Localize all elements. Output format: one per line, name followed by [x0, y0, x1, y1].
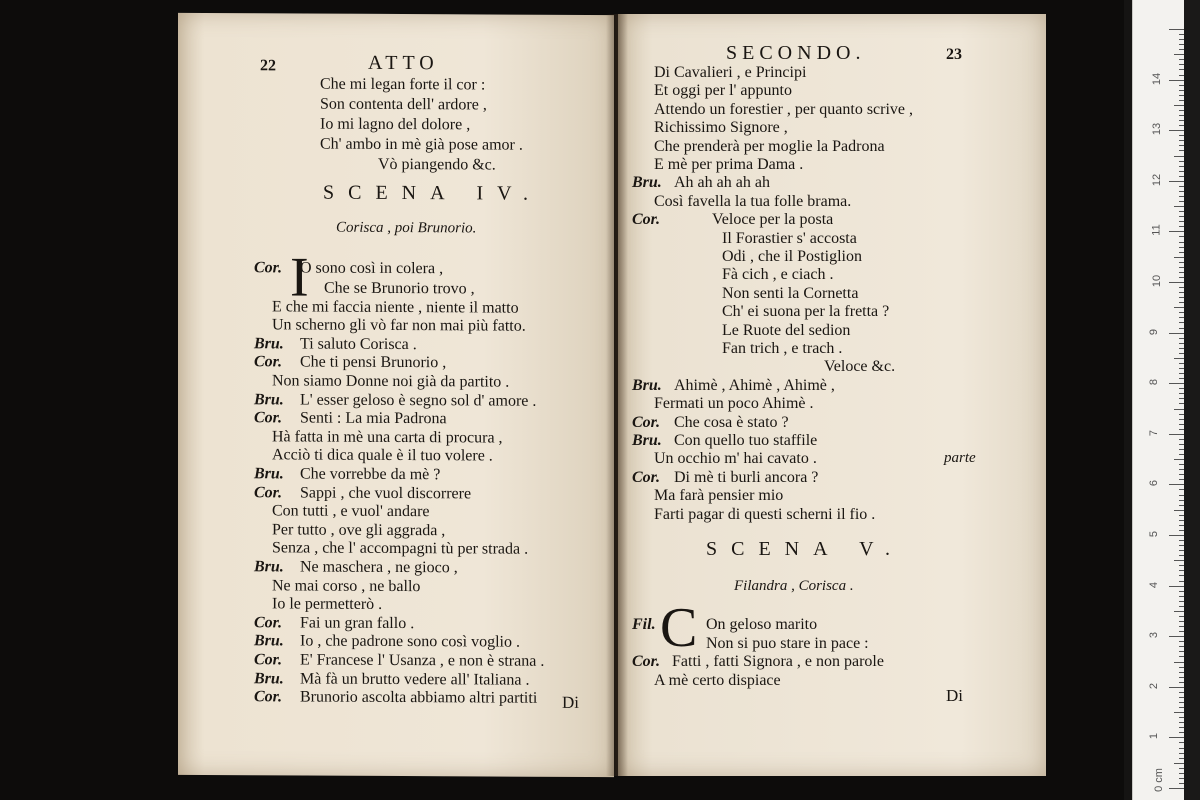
verse-text: Di mè ti burli ancora ?	[674, 468, 819, 486]
verse-text: Ti saluto Corisca .	[300, 335, 417, 353]
verse-text: Et oggi per l' appunto	[654, 82, 792, 100]
ruler-tick	[1169, 484, 1185, 485]
verse-text: Ne mai corso , ne ballo	[272, 576, 421, 595]
verse-line: Ch' ambo in mè già pose amor .	[320, 135, 523, 154]
ruler-unit-label: 0 cm	[1152, 768, 1165, 792]
right-page	[618, 14, 1046, 776]
verse-line	[254, 540, 528, 559]
verse-text: On geloso marito	[706, 616, 818, 633]
verse-line	[632, 285, 858, 303]
speaker-label: Bru.	[254, 558, 284, 576]
speaker-label: Bru.	[254, 669, 284, 688]
speaker-label: Cor.	[632, 413, 661, 431]
verse-text: Un scherno gli vò far non mai più fatto.	[272, 316, 526, 335]
verse-text: Con quello tuo staffile	[674, 432, 818, 449]
verse-text: Odi , che il Postiglion	[722, 248, 862, 265]
verse-text: Attendo un forestier , per quanto scrive ,	[654, 100, 914, 118]
verse-text: Che ti pensi Brunorio ,	[300, 353, 447, 372]
verse-line	[632, 653, 884, 671]
verse-line	[632, 432, 817, 450]
verse-line	[632, 469, 818, 487]
verse-line	[254, 577, 420, 596]
verse-text: Mà fà un brutto vedere all' Italiana .	[300, 670, 530, 689]
verse-line	[632, 266, 834, 284]
verse-text: Con tutti , e vuol' andare	[272, 502, 430, 521]
ruler-tick	[1169, 181, 1185, 182]
verse-line	[632, 174, 770, 192]
verse-text: L' esser geloso è segno sol d' amore .	[300, 391, 537, 410]
ruler-number: 11	[1150, 224, 1163, 237]
ruler-number: 2	[1148, 682, 1161, 689]
speaker-label: Cor.	[254, 409, 283, 427]
verse-text: Che cosa è stato ?	[674, 413, 789, 431]
verse-text: A mè certo dispiace	[654, 671, 781, 689]
verse-line	[632, 156, 803, 174]
verse-text: Fatti , fatti Signora , e non parole	[672, 653, 884, 671]
speaker-label: Bru.	[254, 335, 284, 353]
verse-text: Veloce &c.	[824, 358, 896, 376]
ruler-tick	[1169, 383, 1185, 384]
verse-text: E che mi faccia niente , niente il matto	[272, 297, 519, 317]
verse-text: Non senti la Cornetta	[722, 284, 859, 302]
verse-line	[254, 447, 493, 466]
verse-line: Io mi lagno del dolore ,	[320, 115, 471, 134]
left-page-number: 22	[260, 57, 276, 75]
ruler-tick	[1169, 636, 1185, 637]
ruler-tick	[1169, 80, 1185, 81]
verse-line	[254, 614, 414, 633]
verse-text: Fà cich , e ciach .	[722, 266, 834, 284]
verse-line	[632, 211, 833, 229]
verse-text: E' Francese l' Usanza , e non è strana .	[300, 651, 545, 670]
verse-line	[254, 502, 430, 521]
left-scene-heading: SCENA IV.	[323, 181, 542, 205]
speaker-label: Bru.	[632, 432, 662, 449]
verse-text: Di Cavalieri , e Principi	[654, 64, 807, 81]
ruler-number: 13	[1151, 123, 1164, 136]
speaker-label: Bru.	[254, 465, 284, 483]
ruler-number: 1	[1148, 733, 1161, 740]
speaker-label: Fil.	[632, 616, 656, 633]
verse-text: Io , che padrone sono così voglio .	[300, 632, 520, 652]
speaker-label: Bru.	[254, 390, 284, 409]
verse-line	[632, 248, 862, 266]
verse-text: Richissimo Signore ,	[654, 119, 788, 137]
ruler-tick	[1169, 535, 1185, 536]
verse-text: Non si puo stare in pace :	[706, 634, 869, 652]
verse-line	[254, 409, 447, 428]
book-gutter	[606, 14, 628, 776]
right-scene-heading: SCENA V.	[706, 538, 904, 560]
verse-text: Farti pagar di questi scherni il fio .	[654, 505, 876, 523]
left-running-head: ATTO	[368, 51, 439, 75]
ruler-number: 6	[1148, 480, 1161, 487]
verse-text: Che vorrebbe da mè ?	[300, 465, 441, 484]
verse-line	[632, 119, 788, 137]
verse-text: Acciò ti dica quale è il tuo volere .	[272, 446, 493, 465]
ruler-tick	[1169, 231, 1185, 232]
verse-text: O sono così in colera ,	[300, 259, 444, 278]
verse-line	[254, 688, 537, 707]
verse-text: Che se Brunorio trovo ,	[324, 279, 475, 298]
ruler-tick	[1169, 737, 1185, 738]
speaker-label: Cor.	[254, 353, 283, 371]
verse-text: Hà fatta in mè una carta di procura ,	[272, 428, 503, 447]
verse-line	[824, 358, 895, 376]
verse-line	[632, 414, 789, 432]
left-scene-characters: Corisca , poi Brunorio.	[336, 219, 477, 237]
verse-line	[632, 322, 850, 340]
verse-line: Vò piangendo &c.	[378, 155, 496, 174]
speaker-label: Cor.	[254, 614, 283, 632]
verse-line	[632, 101, 913, 119]
verse-line	[254, 372, 509, 391]
right-catchword: Di	[946, 686, 963, 705]
verse-text: E mè per prima Dama .	[654, 156, 804, 173]
verse-text: Ah ah ah ah ah	[674, 174, 770, 192]
verse-line	[254, 465, 440, 484]
verse-text: Ch' ei suona per la fretta ?	[722, 303, 890, 321]
verse-line	[254, 391, 536, 410]
ruler-tick	[1169, 687, 1185, 688]
verse-text: Fan trich , e trach .	[722, 340, 843, 357]
verse-line	[254, 316, 526, 335]
verse-line	[632, 193, 851, 211]
verse-line	[632, 303, 889, 321]
verse-line	[254, 484, 471, 503]
ruler-number: 9	[1148, 328, 1161, 335]
ruler-tick	[1169, 333, 1185, 334]
left-page	[178, 13, 614, 777]
verse-line	[254, 259, 443, 278]
verse-line	[632, 138, 885, 156]
speaker-label: Cor.	[254, 688, 283, 706]
speaker-label: Cor.	[254, 651, 283, 669]
verse-text: Così favella la tua folle brama.	[654, 192, 852, 210]
ruler-tick	[1169, 130, 1185, 131]
ruler-shadow	[1124, 0, 1132, 800]
speaker-label: Bru.	[632, 174, 662, 192]
verse-line	[254, 298, 519, 317]
verse-text: Ne maschera , ne gioco ,	[300, 558, 458, 577]
ruler-tick	[1169, 29, 1185, 30]
right-running-head: SECONDO.	[726, 42, 866, 64]
right-page-number: 23	[946, 46, 962, 63]
verse-text: Fai un gran fallo .	[300, 614, 415, 632]
open-book	[178, 14, 1046, 776]
verse-line	[254, 651, 544, 671]
verse-line	[632, 672, 781, 690]
verse-line	[254, 428, 503, 447]
ruler-number: 8	[1148, 379, 1161, 386]
verse-text: Il Forastier s' accosta	[722, 229, 857, 247]
verse-line	[254, 633, 520, 652]
ruler-tick	[1169, 586, 1185, 587]
verse-line	[254, 670, 529, 689]
right-scene-characters: Filandra , Corisca .	[734, 578, 854, 594]
verse-text: Ahimè , Ahimè , Ahimè ,	[674, 376, 835, 394]
verse-text: Ma farà pensier mio	[654, 487, 784, 505]
verse-text: Io le permetterò .	[272, 595, 383, 614]
verse-text: Veloce per la posta	[712, 211, 834, 229]
verse-line	[632, 340, 842, 358]
speaker-label: Bru.	[632, 376, 662, 394]
verse-line	[632, 377, 835, 395]
verse-line	[706, 635, 869, 653]
speaker-label: Bru.	[254, 632, 284, 650]
ruler-edge	[1184, 0, 1200, 800]
speaker-label: Cor.	[632, 468, 661, 486]
verse-text: Un occhio m' hai cavato .	[654, 450, 817, 468]
speaker-label: Cor.	[632, 653, 661, 671]
speaker-label: Cor.	[632, 211, 661, 229]
ruler-tick	[1169, 788, 1185, 789]
verse-text: Per tutto , ove gli aggrada ,	[272, 521, 446, 540]
verse-line	[632, 64, 806, 82]
verse-text: Sappi , che vuol discorrere	[300, 484, 472, 502]
ruler-number: 5	[1148, 530, 1161, 538]
ruler-number: 3	[1148, 632, 1161, 639]
ruler-number: 7	[1148, 429, 1161, 436]
verse-line	[632, 82, 792, 100]
verse-line	[632, 616, 817, 634]
ruler-number: 12	[1151, 173, 1164, 186]
ruler-tick	[1169, 434, 1185, 435]
verse-line	[254, 335, 417, 354]
verse-text: Non siamo Donne noi già da partito .	[272, 372, 510, 391]
verse-line	[632, 487, 783, 505]
ruler-number: 14	[1151, 72, 1164, 85]
right-aside-parte: parte	[944, 450, 976, 466]
verse-text: Che prenderà per moglie la Padrona	[654, 137, 885, 155]
verse-line	[632, 450, 817, 468]
speaker-label: Cor.	[254, 259, 283, 277]
right-dropcap: C	[660, 597, 698, 659]
verse-text: Brunorio ascolta abbiamo altri partiti	[300, 688, 538, 707]
ruler-tick	[1169, 282, 1185, 283]
verse-text: Senti : La mia Padrona	[300, 409, 447, 428]
verse-line	[254, 354, 446, 373]
speaker-label: Cor.	[254, 483, 283, 501]
ruler-number: 4	[1148, 581, 1161, 588]
verse-line	[254, 595, 382, 614]
verse-text: Le Ruote del sedion	[722, 321, 851, 339]
verse-text: Fermati un poco Ahimè .	[654, 395, 814, 413]
verse-line	[632, 395, 814, 413]
verse-line: Son contenta dell' ardore ,	[320, 95, 487, 114]
verse-line	[254, 558, 458, 577]
verse-line	[254, 521, 445, 540]
verse-line	[632, 506, 875, 524]
verse-line: Che mi legan forte il cor :	[320, 75, 486, 94]
verse-line	[254, 279, 475, 298]
ruler-number: 10	[1151, 274, 1164, 288]
verse-text: Senza , che l' accompagni tù per strada .	[272, 539, 529, 559]
left-catchword: Di	[562, 692, 579, 712]
measuring-ruler	[1132, 0, 1185, 800]
left-dropcap: I	[290, 246, 309, 309]
verse-line	[632, 230, 857, 248]
